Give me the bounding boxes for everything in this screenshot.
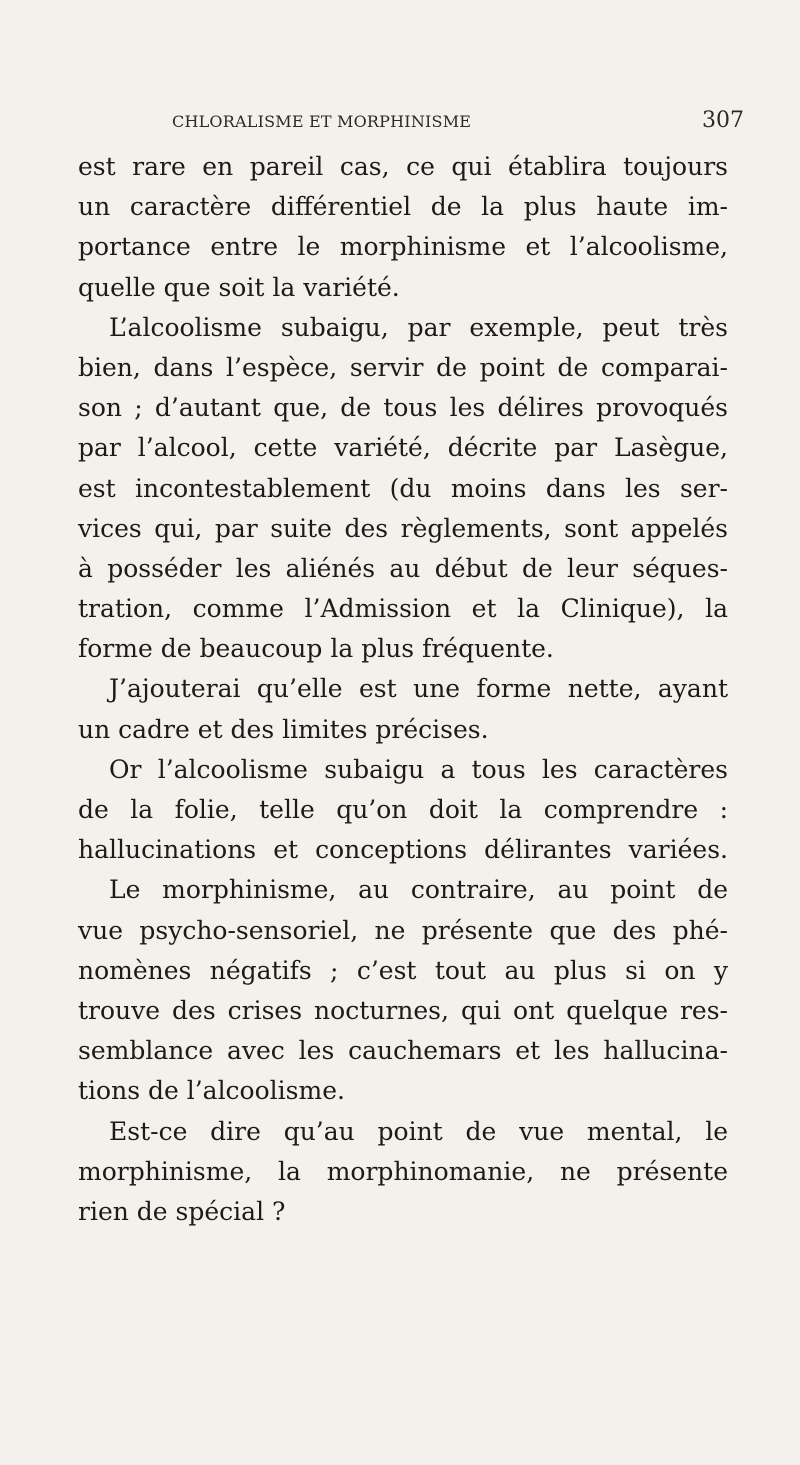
text-line: hallucinations et conceptions délirantes variées. (78, 835, 728, 865)
text-line: L’alcoolisme subaigu, par exemple, peut très (109, 312, 728, 342)
text-line: semblance avec les cauchemars et les hallucina- (78, 1036, 728, 1066)
text-line: tration, comme l’Admission et la Clinique), la (78, 594, 728, 624)
text-line: bien, dans l’espèce, servir de point de comparai- (78, 352, 728, 382)
text-line: son ; d’autant que, de tous les délires provoqués (78, 393, 728, 423)
text-line: rien de spécial ? (78, 1196, 286, 1226)
text-line: forme de beaucoup la plus fréquente. (78, 634, 554, 664)
text-line: vue psycho-sensoriel, ne présente que des phé- (78, 915, 728, 945)
text-line: trouve des crises nocturnes, qui ont quelque res- (78, 995, 728, 1025)
text-line: est incontestablement (du moins dans les ser- (78, 473, 728, 503)
running-head (0, 100, 800, 133)
text-line: morphinisme, la morphinomanie, ne présente (78, 1156, 728, 1186)
text-line: à posséder les aliénés au début de leur séques- (78, 553, 728, 583)
text-line: Est-ce dire qu’au point de vue mental, le (109, 1116, 728, 1146)
text-line: nomènes négatifs ; c’est tout au plus si on y (78, 955, 728, 985)
text-line: Or l’alcoolisme subaigu a tous les caractères (109, 754, 728, 784)
text-line: par l’alcool, cette variété, décrite par Lasègue, (78, 433, 728, 463)
text-line: quelle que soit la variété. (78, 272, 400, 302)
text-line: portance entre le morphinisme et l’alcoolisme, (78, 232, 728, 262)
page-number: 307 (702, 108, 744, 133)
text-line: de la folie, telle qu’on doit la comprendre : (78, 795, 728, 824)
body-text (78, 147, 728, 1232)
running-title: CHLORALISME ET MORPHINISME (172, 112, 472, 131)
text-line: un caractère différentiel de la plus haute im- (78, 192, 728, 222)
text-line: tions de l’alcoolisme. (78, 1076, 345, 1106)
text-line: un cadre et des limites précises. (78, 714, 489, 744)
text-line: est rare en pareil cas, ce qui établira toujours (78, 152, 728, 181)
text-line: vices qui, par suite des règlements, sont appelés (78, 513, 728, 543)
text-line: Le morphinisme, au contraire, au point de (109, 875, 728, 905)
text-line: J’ajouterai qu’elle est une forme nette, ayant (109, 674, 728, 704)
